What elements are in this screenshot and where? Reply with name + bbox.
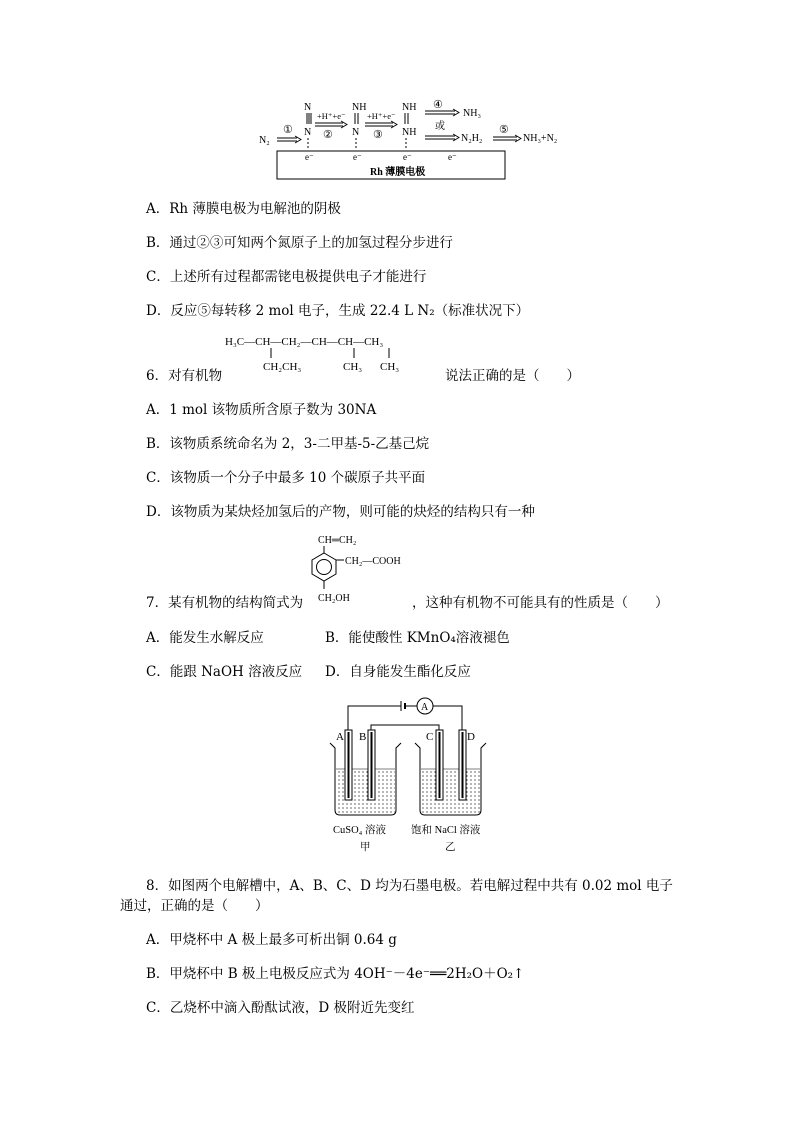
q6-option-d: D．该物质为某炔烃加氢后的产物，则可能的炔烃的结构只有一种: [146, 504, 535, 520]
step-5: ⑤: [499, 124, 509, 136]
q6-stem-prefix: 6．对有机物: [146, 368, 223, 384]
q7-option-d: D．自身能发生酯化反应: [325, 664, 471, 680]
right-solution-label: 饱和 NaCl 溶液: [411, 825, 481, 836]
q5-option-c: C．上述所有过程都需铑电极提供电子才能进行: [146, 269, 427, 285]
electron-label: e⁻: [305, 152, 314, 162]
q7-stem-suffix: ，这种有机物不可能具有的性质是（ ）: [412, 595, 669, 611]
q7-option-c: C．能跟 NaOH 溶液反应: [146, 664, 303, 680]
q6-option-b: B．该物质系统命名为 2，3-二甲基-5-乙基己烷: [146, 436, 430, 452]
q6-stem-suffix: 说法正确的是（ ）: [445, 368, 580, 384]
arrow-icon: [493, 135, 521, 142]
arrow-icon: [277, 136, 301, 143]
q8-option-c: C．乙烧杯中滴入酚酞试液，D 极附近先变红: [146, 1000, 415, 1016]
left-cell-name: 甲: [360, 842, 371, 853]
q7-vinyl-group: CH═CH₂: [318, 535, 357, 546]
step-3: ③: [373, 129, 383, 141]
arrow-icon: [315, 121, 347, 128]
step-2: ②: [323, 129, 333, 141]
q6-branch-methyl: CH₃: [380, 361, 400, 373]
electrode-label-c: C: [426, 731, 434, 743]
q5-option-d: D．反应⑤每转移 2 mol 电子，生成 22.4 L N₂（标准状况下）: [146, 303, 530, 319]
electron-label: e⁻: [353, 152, 362, 162]
q7-hydroxymethyl-group: CH₂OH: [318, 593, 350, 604]
nh3-label: NH₃: [463, 108, 481, 119]
step-4: ④: [433, 99, 443, 111]
n2h2-label: N₂H₂: [461, 133, 483, 144]
q7-option-a: A．能发生水解反应: [146, 630, 264, 646]
rh-plate-label: Rh 薄膜电极: [370, 167, 426, 178]
q8-stem-line1: 8．如图两个电解槽中，A、B、C、D 均为石墨电极。若电解过程中共有 0.02 mol 电子: [146, 878, 673, 894]
arrow-icon: [425, 134, 459, 141]
q6-option-a: A．1 mol 该物质所含原子数为 30NA: [146, 402, 377, 418]
ammeter-label: A: [421, 702, 429, 713]
q6-branch-ethyl: CH₂CH₃: [263, 361, 302, 373]
products-label: NH₃+N₂: [523, 133, 558, 144]
atom-n: N: [304, 102, 312, 113]
q5-option-a: A．Rh 薄膜电极为电解池的阴极: [146, 201, 341, 217]
rh-electrode-diagram: [255, 96, 585, 182]
electron-label: e⁻: [448, 152, 457, 162]
step-1: ①: [283, 124, 293, 136]
or-label: 或: [435, 121, 445, 132]
q6-main-chain: H₃C—CH—CH₂—CH—CH—CH₃: [225, 336, 384, 348]
atom-n: N: [352, 127, 360, 138]
q7-structure: [308, 531, 418, 607]
q7-option-b: B．能使酸性 KMnO₄溶液褪色: [325, 630, 510, 646]
q6-structure: [225, 333, 455, 377]
q7-stem-prefix: 7．某有机物的结构简式为: [146, 595, 304, 611]
arrow-icon: [365, 121, 397, 128]
n2-label: N₂: [259, 135, 270, 146]
q7-carboxy-group: CH₂—COOH: [345, 556, 401, 567]
h-plus-e: +H⁺+e⁻: [317, 111, 346, 121]
h-plus-e: +H⁺+e⁻: [367, 111, 396, 121]
electrode-label-d: D: [467, 731, 475, 743]
benzene-ring-icon: [312, 553, 336, 581]
q8-option-b: B．甲烧杯中 B 极上电极反应式为 4OH⁻－4e⁻══2H₂O＋O₂↑: [146, 966, 525, 982]
q6-branch-methyl: CH₃: [343, 361, 363, 373]
electron-label: e⁻: [403, 152, 412, 162]
electrode-label-b: B: [359, 731, 367, 743]
q6-option-c: C．该物质一个分子中最多 10 个碳原子共平面: [146, 470, 426, 486]
q5-option-b: B．通过②③可知两个氮原子上的加氢过程分步进行: [146, 235, 453, 251]
atom-n: N: [304, 127, 312, 138]
q8-option-a: A．甲烧杯中 A 极上最多可析出铜 0.64 g: [146, 932, 397, 948]
right-cell-name: 乙: [445, 842, 456, 853]
left-solution-label: CuSO₄ 溶液: [333, 825, 386, 836]
electrode-label-a: A: [336, 731, 344, 743]
q8-stem-line2: 通过，正确的是（ ）: [120, 898, 269, 914]
electrolysis-cells-diagram: [325, 694, 490, 854]
atom-nh: NH: [402, 127, 417, 138]
atom-nh: NH: [402, 102, 417, 113]
atom-nh: NH: [352, 102, 367, 113]
